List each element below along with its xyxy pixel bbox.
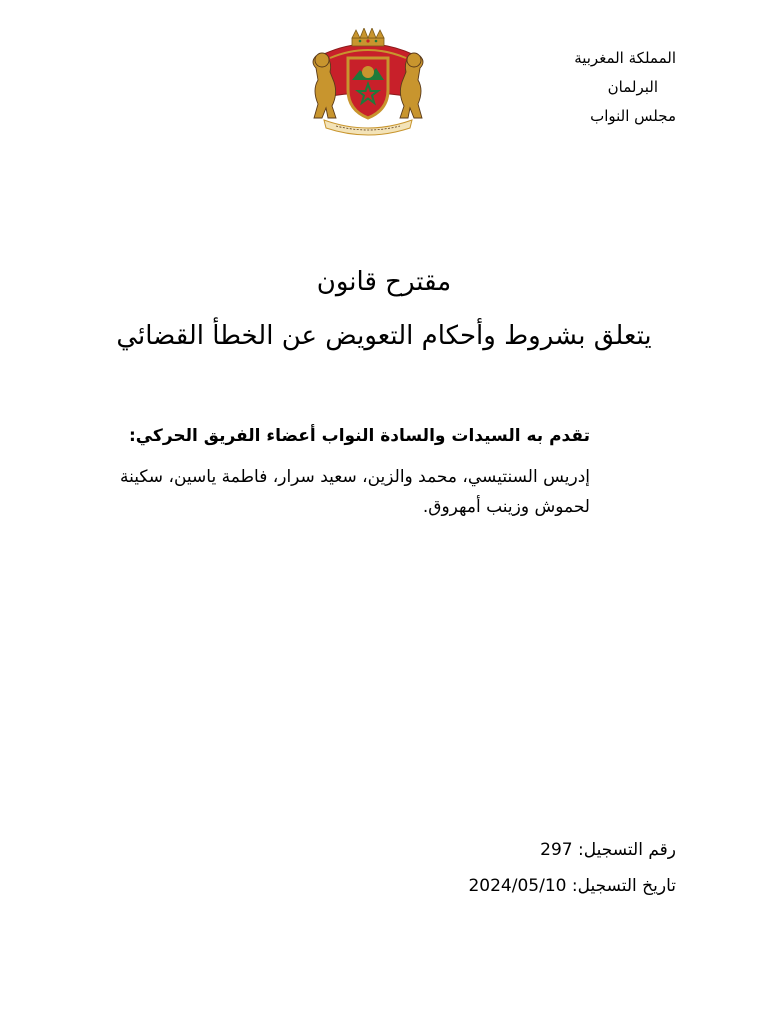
presenters-names: إدريس السنتيسي، محمد والزين، سعيد سرار، فاطمة ياسين، سكينة لحموش وزينب أمهروق.	[120, 467, 590, 517]
moroccan-coat-of-arms-icon	[306, 28, 430, 136]
presenters-heading: تقدم به السيدات والسادة النواب أعضاء الفريق الحركي:	[128, 426, 590, 446]
page-subtitle: يتعلق بشروط وأحكام التعويض عن الخطأ القضائي	[116, 321, 652, 351]
registration-date-label: تاريخ التسجيل:	[571, 876, 676, 896]
registration-number-row	[276, 832, 676, 868]
registration-block	[276, 832, 676, 904]
registration-number-value: 297	[540, 840, 573, 860]
page-title: مقترح قانون	[316, 267, 452, 297]
house-label: مجلس النواب	[590, 107, 676, 125]
header-block	[476, 44, 676, 131]
registration-date-value: 2024/05/10	[468, 876, 567, 896]
registration-number-label: رقم التسجيل:	[578, 840, 676, 860]
registration-date-row	[276, 868, 676, 904]
parliament-label: البرلمان	[607, 78, 658, 96]
kingdom-label: المملكة المغربية	[574, 49, 676, 67]
